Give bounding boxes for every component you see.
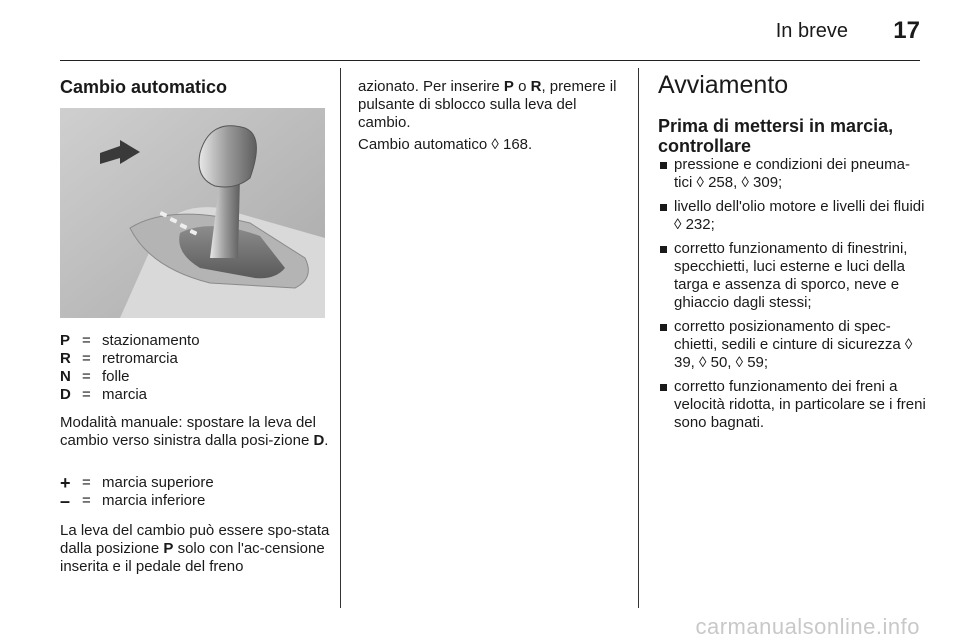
legend-row: R = retromarcia	[60, 350, 178, 367]
section-heading: Avviamento	[658, 71, 789, 99]
sign-row: – = marcia inferiore	[60, 491, 206, 511]
list-item: corretto funzionamento dei freni a velocità ridotta, in particolare se i freni sono bagnati.	[658, 378, 928, 432]
watermark: carmanualsonline.info	[695, 614, 920, 639]
legend-row: P = stazionamento	[60, 332, 200, 349]
column-divider	[638, 68, 639, 608]
gear-legend	[60, 332, 200, 404]
gear-lever-illustration	[60, 108, 325, 318]
bullet-icon	[660, 204, 667, 211]
page-number: 17	[893, 17, 920, 44]
legend-key: N	[60, 368, 71, 385]
minus-icon: –	[60, 491, 71, 511]
bullet-icon	[660, 324, 667, 331]
column-divider	[340, 68, 341, 608]
checklist	[658, 156, 928, 438]
gear-lever-svg	[60, 108, 325, 318]
plus-icon: +	[60, 473, 71, 493]
bullet-icon	[660, 162, 667, 169]
legend-value: marcia	[102, 386, 148, 403]
sign-row: + = marcia superiore	[60, 473, 214, 493]
legend-key: P	[60, 332, 71, 349]
list-item: corretto funzionamento di finestrini, specchietti, luci esterne e luci della targa e assenza di sporco, neve e ghiaccio dagli stessi;	[658, 240, 928, 312]
section-title: In breve	[775, 20, 848, 42]
sign-value: marcia superiore	[102, 474, 214, 491]
legend-row: N = folle	[60, 368, 130, 385]
section-heading: Cambio automatico	[60, 77, 228, 97]
list-item: livello dell'olio motore e livelli dei fluidi ◊ 232;	[658, 198, 928, 234]
unlock-text: azionato. Per inserire P o R, premere il pulsante di sblocco sulla leva del cambio.	[358, 78, 617, 131]
manual-mode-text: Modalità manuale: spostare la leva del cambio verso sinistra dalla posi-zione D.	[60, 414, 329, 449]
legend-value: stazionamento	[102, 332, 200, 349]
bullet-icon	[660, 384, 667, 391]
cross-reference: Cambio automatico ◊ 168.	[358, 136, 533, 153]
list-item: corretto posizionamento di spec-chietti, sedili e cinture di sicurezza ◊ 39, ◊ 50, ◊ 59;	[658, 318, 928, 372]
legend-value: folle	[102, 368, 130, 385]
legend-key: D	[60, 386, 71, 403]
sign-value: marcia inferiore	[102, 492, 206, 509]
legend-key: R	[60, 350, 71, 367]
page-header	[60, 0, 920, 61]
list-item: pressione e condizioni dei pneuma-tici ◊ 258, ◊ 309;	[658, 156, 928, 192]
legend-row: D = marcia	[60, 386, 148, 403]
bullet-icon	[660, 246, 667, 253]
subsection-heading: Prima di mettersi in marcia, controllare	[658, 116, 894, 156]
legend-value: retromarcia	[102, 350, 178, 367]
manual-signs	[60, 474, 214, 510]
lever-text: La leva del cambio può essere spo-stata dalla posizione P solo con l'ac-censione inserita e il pedale del freno	[60, 522, 330, 575]
